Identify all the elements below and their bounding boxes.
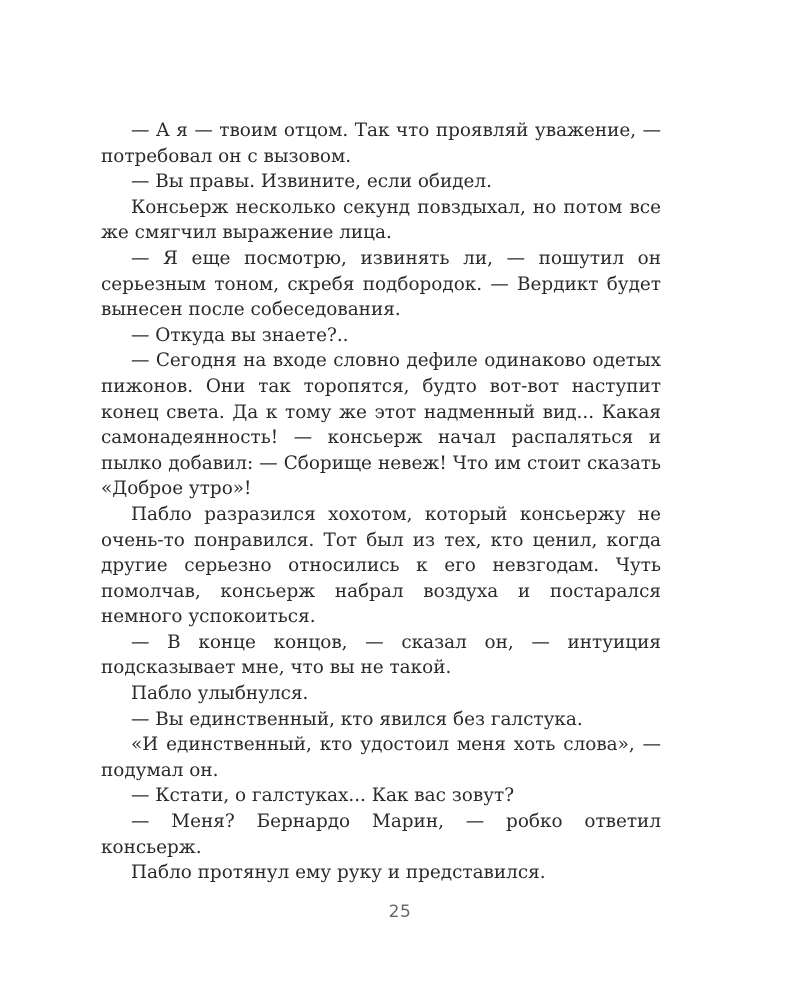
page-number: 25 <box>388 902 412 922</box>
paragraph: Консьерж несколько секунд повздыхал, но потом все же смягчил выражение лица. <box>101 196 661 244</box>
body-text <box>101 118 661 886</box>
paragraph: — Откуда вы знаете?.. <box>131 324 349 346</box>
paragraph: Пабло протянул ему руку и представился. <box>131 862 546 884</box>
paragraph: Пабло улыбнулся. <box>131 683 309 705</box>
paragraph: — А я — твоим отцом. Так что проявляй уважение, — потребовал он с вызовом. <box>101 120 661 167</box>
paragraph: — Вы правы. Извините, если обидел. <box>131 171 492 193</box>
paragraph: «И единственный, кто удостоил меня хоть слова», — подумал он. <box>101 734 661 781</box>
paragraph: — Вы единственный, кто явился без галстука. <box>131 708 583 730</box>
paragraph: — Сегодня на входе словно дефиле одинаково одетых пижонов. Они так торопятся, будто вот-вот наступит конец света. Да к тому же этот надменный вид... Какая самонадеянность! — консьерж начал распаляться и пылко добавил: — Сборище невеж! Что им стоит сказать «Доброе утро»! <box>101 350 661 500</box>
paragraph: Пабло разразился хохотом, который консьержу не очень-то понравился. Тот был из тех, кто ценил, когда другие серьезно относились к его невзгодам. Чуть помолчав, консьерж набрал воздуха и постарался немного успокоиться. <box>101 503 661 628</box>
paragraph: — В конце концов, — сказал он, — интуиция подсказывает мне, что вы не такой. <box>101 631 661 679</box>
paragraph: — Кстати, о галстуках... Как вас зовут? <box>131 785 515 807</box>
paragraph: — Я еще посмотрю, извинять ли, — пошутил он серьезным тоном, скребя подбородок. — Вердикт будет вынесен после собеседования. <box>101 247 661 321</box>
paragraph: — Меня? Бернардо Марин, — робко ответил консьерж. <box>101 811 661 858</box>
